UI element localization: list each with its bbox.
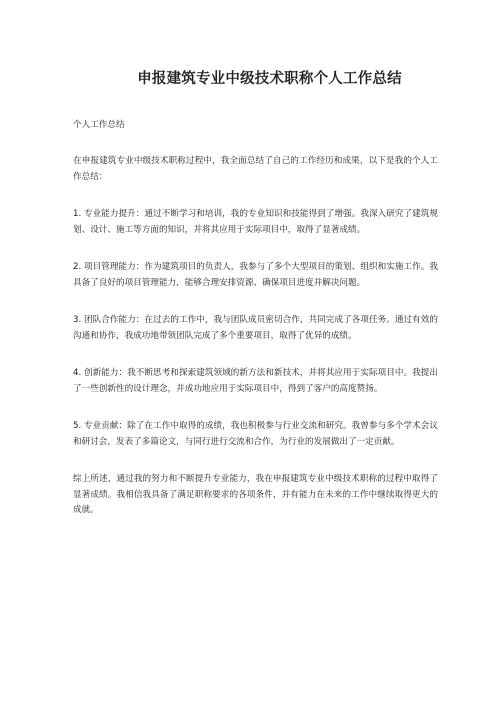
item-project-management: 2. 项目管理能力：作为建筑项目的负责人，我参与了多个大型项目的策划、组织和实施工作。我具备了良好的项目管理能力，能够合理安排资源、确保项目进度并解决问题。	[73, 262, 438, 288]
item-innovation: 4. 创新能力：我不断思考和探索建筑领域的新方法和新技术，并将其应用于实际项目中。我提出了一些创新性的设计理念，并成功地应用于实际项目中，得到了客户的高度赞扬。	[73, 368, 438, 394]
item-professional-ability: 1. 专业能力提升：通过不断学习和培训，我的专业知识和技能得到了增强。我深入研究了建筑规划、设计、施工等方面的知识，并将其应用于实际项目中，取得了显著成绩。	[73, 209, 438, 235]
intro-paragraph: 在申报建筑专业中级技术职称过程中，我全面总结了自己的工作经历和成果，以下是我的个人工作总结：	[73, 156, 438, 182]
document-title: 申报建筑专业中级技术职称个人工作总结	[137, 71, 402, 87]
item-professional-contribution: 5. 专业贡献：除了在工作中取得的成绩，我也积极参与行业交流和研究。我曾参与多个学术会议和研讨会，发表了多篇论文，与同行进行交流和合作，为行业的发展做出了一定贡献。	[73, 421, 438, 447]
item-teamwork: 3. 团队合作能力：在过去的工作中，我与团队成员密切合作，共同完成了各项任务。通过有效的沟通和协作，我成功地带领团队完成了多个重要项目，取得了优异的成绩。	[73, 315, 438, 341]
conclusion-paragraph: 综上所述，通过我的努力和不断提升专业能力，我在申报建筑专业中级技术职称的过程中取得了显著成绩。我相信我具备了满足职称要求的各项条件，并有能力在未来的工作中继续取得更大的成就。	[73, 474, 438, 515]
section-subheading: 个人工作总结	[73, 120, 125, 130]
